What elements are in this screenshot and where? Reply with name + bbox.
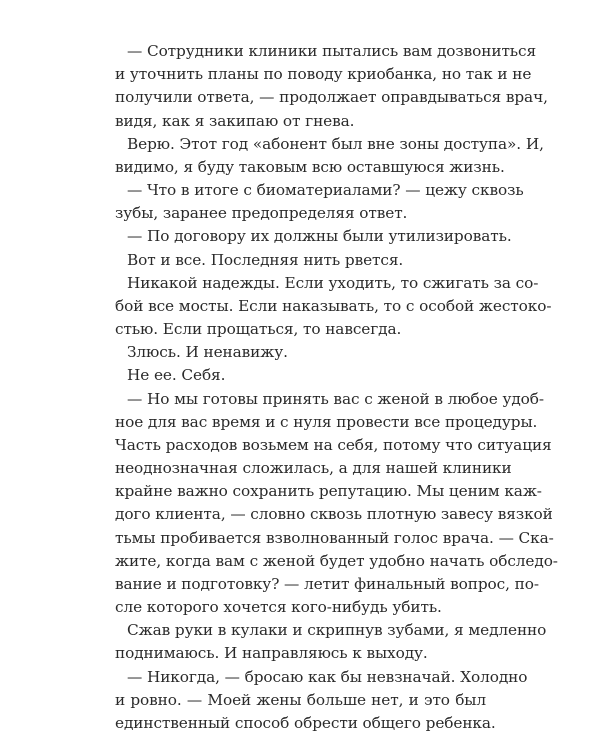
text-line: и уточнить планы по поводу криобанка, но так и не bbox=[115, 65, 532, 84]
text-line: ное для вас время и с нуля провести все процедуры. bbox=[115, 412, 538, 431]
text-line: сле которого хочется кого-нибудь убить. bbox=[115, 598, 442, 617]
text-line: Злюсь. И ненавижу. bbox=[127, 343, 288, 362]
text-line: и ровно. — Моей жены больше нет, и это был bbox=[115, 690, 486, 709]
paragraph bbox=[115, 619, 547, 665]
text-line: крайне важно сохранить репутацию. Мы ценим каж- bbox=[115, 482, 542, 501]
text-line: Вот и все. Последняя нить рвется. bbox=[127, 250, 404, 269]
text-line: — По договору их должны были утилизировать. bbox=[127, 227, 512, 246]
paragraph bbox=[115, 666, 528, 736]
text-line: зубы, заранее предопределяя ответ. bbox=[115, 204, 408, 223]
text-line: Никакой надежды. Если уходить, то сжигать за со- bbox=[127, 273, 539, 292]
paragraph bbox=[115, 388, 558, 620]
paragraph bbox=[115, 40, 548, 133]
text-line: вание и подготовку? — летит финальный вопрос, по- bbox=[115, 574, 539, 593]
paragraph bbox=[115, 225, 512, 248]
text-line: видя, как я закипаю от гнева. bbox=[115, 111, 355, 130]
text-line: неоднозначная сложилась, а для нашей клиники bbox=[115, 459, 512, 478]
text-line: поднимаюсь. И направляюсь к выходу. bbox=[115, 644, 428, 663]
paragraph bbox=[115, 364, 486, 387]
text-line: тьмы пробивается взволнованный голос врача. — Ска- bbox=[115, 528, 554, 547]
text-line: Не ее. Себя. bbox=[127, 366, 226, 385]
paragraph bbox=[115, 272, 552, 342]
paragraph bbox=[115, 179, 524, 225]
text-line: видимо, я буду таковым всю оставшуюся жизнь. bbox=[115, 157, 505, 176]
text-line: Сжав руки в кулаки и скрипнув зубами, я медленно bbox=[127, 621, 547, 640]
page-body-text bbox=[115, 40, 558, 735]
text-line: — Что в итоге с биоматериалами? — цежу сквозь bbox=[127, 181, 524, 200]
text-line: бой все мосты. Если наказывать, то с особой жестоко- bbox=[115, 296, 552, 315]
paragraph bbox=[115, 341, 486, 364]
text-line: Верю. Этот год «абонент был вне зоны доступа». И, bbox=[127, 134, 544, 153]
text-line: единственный способ обрести общего ребенка. bbox=[115, 713, 496, 732]
text-line: — Сотрудники клиники пытались вам дозвониться bbox=[127, 42, 537, 60]
text-line: — Но мы готовы принять вас с женой в любое удоб- bbox=[127, 389, 544, 408]
text-line: дого клиента, — словно сквозь плотную завесу вязкой bbox=[115, 505, 553, 524]
text-line: — Никогда, — бросаю как бы невзначай. Холодно bbox=[127, 667, 528, 686]
paragraph bbox=[115, 249, 486, 272]
text-line: Часть расходов возьмем на себя, потому что ситуация bbox=[115, 435, 552, 454]
text-line: стью. Если прощаться, то навсегда. bbox=[115, 320, 402, 339]
text-line: жите, когда вам с женой будет удобно начать обследо- bbox=[115, 551, 558, 570]
paragraph bbox=[115, 133, 544, 179]
text-line: получили ответа, — продолжает оправдываться врач, bbox=[115, 88, 548, 107]
